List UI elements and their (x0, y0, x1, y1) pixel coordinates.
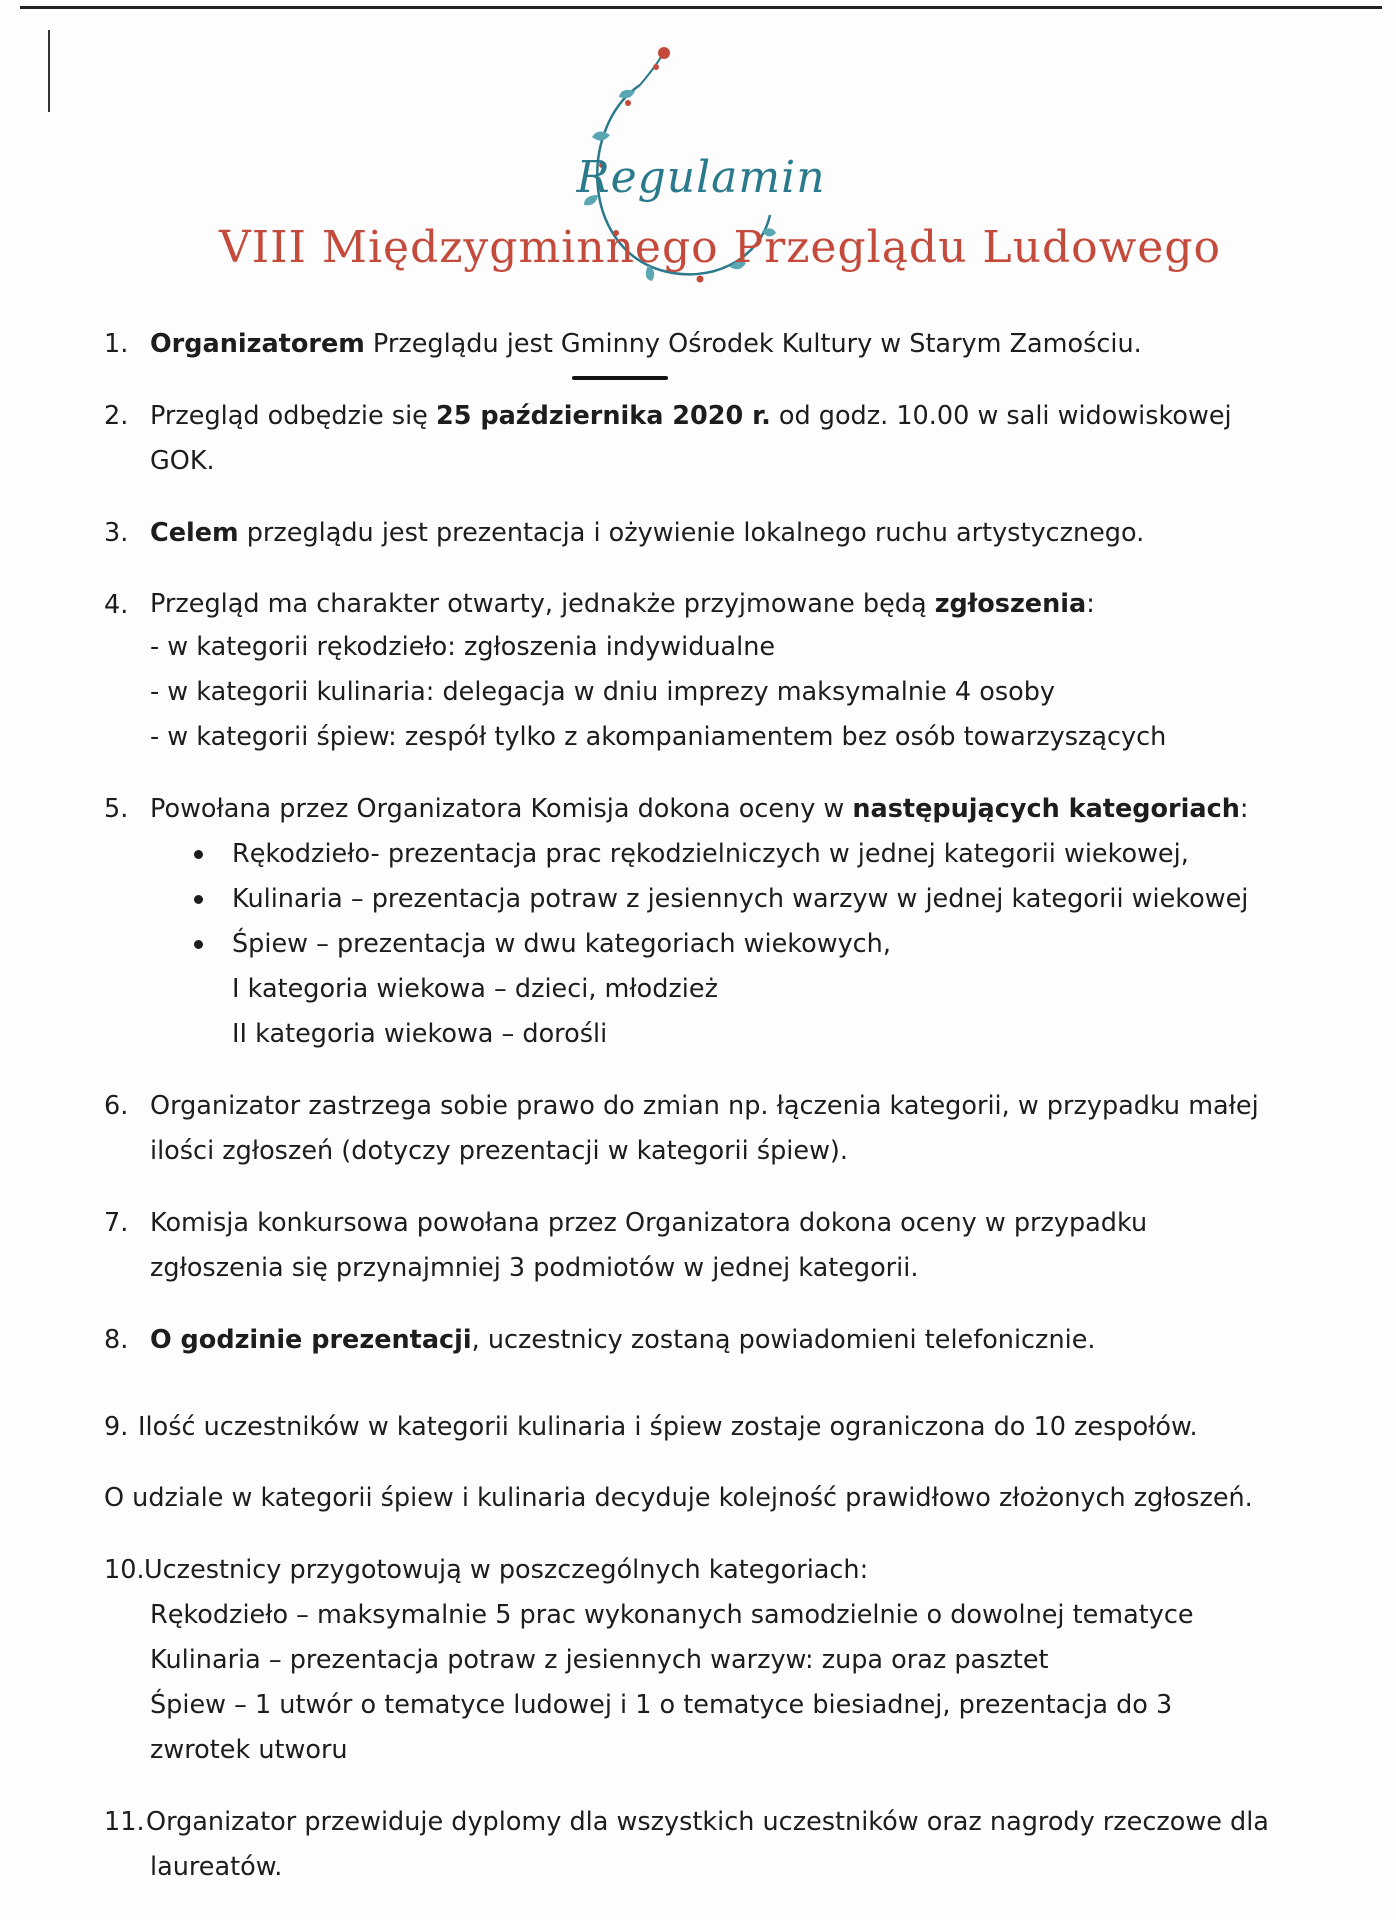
rule-text: ilości zgłoszeń (dotyczy prezentacji w kategorii śpiew). (150, 1136, 848, 1166)
rule-text: Powołana przez Organizatora Komisja dokona oceny w (150, 794, 853, 824)
rule-text: , uczestnicy zostaną powiadomieni telefonicznie. (471, 1325, 1096, 1355)
rule-item-4 (104, 583, 1304, 760)
rule-item-6 (104, 1084, 1304, 1174)
rule-number: 3. (104, 518, 129, 548)
age-category: I kategoria wiekowa – dzieci, młodzież (232, 974, 718, 1004)
rule-text: Organizator zastrzega sobie prawo do zmian np. łączenia kategorii, w przypadku małej (150, 1091, 1259, 1121)
rule-item-3 (104, 511, 1304, 556)
age-category: II kategoria wiekowa – dorośli (232, 1019, 608, 1049)
document-title: Regulamin (576, 152, 826, 203)
bullet-icon (194, 895, 203, 904)
rule-date: 25 października 2020 r. (435, 401, 771, 431)
rule-text: Rękodzieło – maksymalnie 5 prac wykonanych samodzielnie o dowolnej tematyce (150, 1599, 1194, 1630)
rule-text: O udziale w kategorii śpiew i kulinaria decyduje kolejność prawidłowo złożonych zgłoszeń. (104, 1482, 1253, 1513)
category-line: - w kategorii kulinaria: delegacja w dniu imprezy maksymalnie 4 osoby (150, 677, 1056, 707)
rule-number: 10. (104, 1554, 145, 1585)
rule-number: 4. (104, 590, 129, 620)
bullet-item (150, 877, 1304, 922)
rule-text: Przeglądu jest Gminny Ośrodek Kultury w Starym Zamościu. (364, 329, 1142, 359)
rule-item-7 (104, 1201, 1304, 1291)
rule-text: zgłoszenia się przynajmniej 3 podmiotów w jednej kategorii. (150, 1253, 919, 1283)
document-subtitle: VIII Międzygminnego Przeglądu Ludowego (219, 222, 1221, 273)
rule-text: Organizator przewiduje dyplomy dla wszystkich uczestników oraz nagrody rzeczowe dla (146, 1806, 1269, 1837)
rule-number: 6. (104, 1091, 129, 1121)
category-line: - w kategorii śpiew: zespół tylko z akompaniamentem bez osób towarzyszących (150, 722, 1167, 752)
rule-item-1 (104, 322, 1304, 367)
bullet-text: Śpiew – prezentacja w dwu kategoriach wiekowych, (232, 929, 891, 959)
bullet-text: Kulinaria – prezentacja potraw z jesiennych warzyw w jednej kategorii wiekowej (232, 884, 1249, 914)
bullet-icon (194, 850, 203, 859)
rule-item-10 (104, 1548, 1304, 1773)
rule-number: 11. (104, 1806, 145, 1837)
bullet-icon (194, 940, 203, 949)
rule-number: 2. (104, 401, 129, 431)
bullet-text: Rękodzieło- prezentacja prac rękodzielniczych w jednej kategorii wiekowej, (232, 839, 1189, 869)
rule-number: 7. (104, 1208, 129, 1238)
rule-item-11 (104, 1800, 1304, 1890)
rule-text: Ilość uczestników w kategorii kulinaria i śpiew zostaje ograniczona do 10 zespołów. (138, 1412, 1198, 1442)
rule-bold-text: Celem (150, 518, 239, 548)
rule-text: Uczestnicy przygotowują w poszczególnych kategoriach: (144, 1554, 869, 1585)
rule-text: Przegląd odbędzie się (150, 401, 436, 431)
rule-number: 5. (104, 794, 129, 824)
rule-bold-text: następujących kategoriach (852, 794, 1240, 824)
rule-number: 1. (104, 329, 129, 359)
rule-item-2 (104, 394, 1304, 484)
rule-bold-text: O godzinie prezentacji (150, 1325, 472, 1355)
rule-number: 8. (104, 1325, 129, 1355)
rules-list (104, 322, 1304, 1890)
bullet-item (150, 922, 1304, 967)
rule-text: zwrotek utworu (150, 1734, 348, 1765)
rule-text: przeglądu jest prezentacja i ożywienie lokalnego ruchu artystycznego. (238, 518, 1145, 548)
rule-text: laureatów. (150, 1851, 283, 1882)
rule-number: 9. (104, 1412, 129, 1442)
rule-text: Śpiew – 1 utwór o tematyce ludowej i 1 o tematyce biesiadnej, prezentacja do 3 (150, 1689, 1173, 1720)
rule-text: Komisja konkursowa powołana przez Organizatora dokona oceny w przypadku (150, 1208, 1148, 1238)
rule-bold-text: Organizatorem (150, 329, 365, 359)
bullet-item (150, 832, 1304, 877)
rule-text: : (1086, 589, 1095, 619)
rule-bold-text: zgłoszenia (934, 589, 1087, 619)
category-line: - w kategorii rękodzieło: zgłoszenia indywidualne (150, 632, 776, 662)
rule-text: od godz. 10.00 w sali widowiskowej GOK. (150, 401, 1232, 476)
rule-text: Kulinaria – prezentacja potraw z jesiennych warzyw: zupa oraz pasztet (150, 1644, 1049, 1675)
scan-edge-line (20, 6, 1382, 9)
rule-text: : (1239, 794, 1249, 824)
rule-item-8 (104, 1318, 1304, 1363)
rule-text: Przegląd ma charakter otwarty, jednakże przyjmowane będą (150, 589, 935, 619)
scan-edge-mark (48, 30, 50, 112)
rule-item-9 (104, 1405, 1304, 1521)
rule-item-5 (104, 787, 1304, 1057)
